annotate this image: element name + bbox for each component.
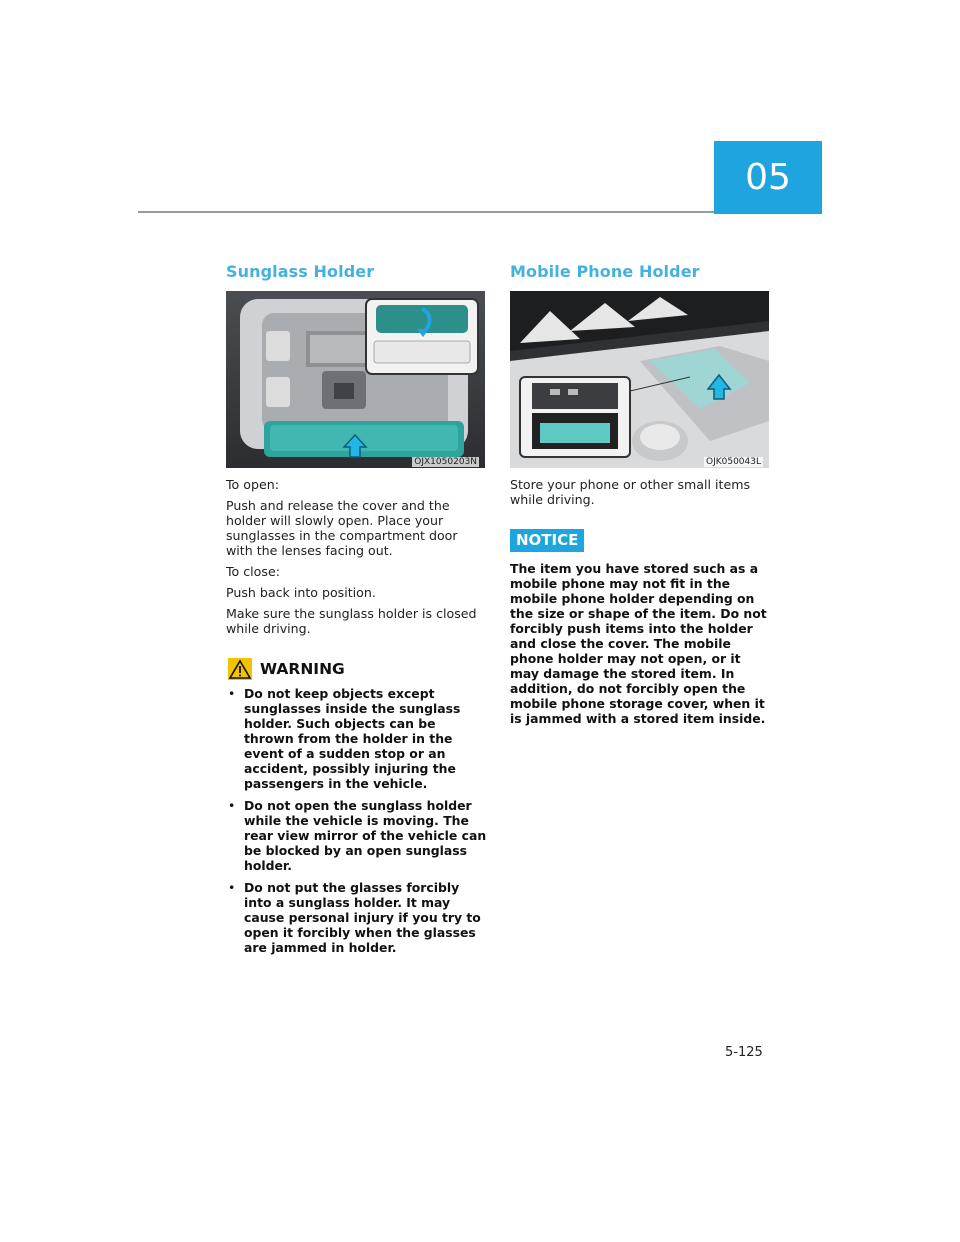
mobile-phone-holder-illustration (510, 291, 769, 468)
paragraph: Store your phone or other small items while driving. (510, 477, 751, 507)
sunglass-holder-drawing (226, 291, 485, 468)
page-number: 5-125 (725, 1045, 763, 1060)
sunglass-holder-section (226, 262, 488, 962)
figure-code: OJX1050203N (414, 457, 477, 467)
warning-item: • Do not keep objects except sunglasses inside the sunglass holder. Such objects can be thrown from the holder in the event of a sudden stop or an accident, possibly injuring the passengers in the vehicle. (226, 686, 488, 791)
sunglass-holder-illustration (226, 291, 485, 468)
mobile-phone-holder-drawing (510, 291, 769, 468)
section-title-mobile-phone-holder: Mobile Phone Holder (510, 262, 700, 281)
paragraph: To open: (226, 477, 279, 492)
figure-code: OJK050043L (705, 457, 761, 467)
section-title-sunglass-holder: Sunglass Holder (226, 262, 375, 281)
warning-item: • Do not put the glasses forcibly into a sunglass holder. It may cause personal injury if you try to open it forcibly when the glasses are jammed in holder. (226, 880, 488, 955)
chapter-tab: 05 (714, 141, 822, 214)
notice-badge: NOTICE (510, 529, 584, 552)
paragraph: To close: (226, 564, 280, 579)
warning-list (226, 686, 488, 955)
header-divider (138, 211, 714, 213)
paragraph: Push and release the cover and the holder will slowly open. Place your sunglasses in the compartment door with the lenses facing out. (226, 498, 458, 558)
notice-text: The item you have stored such as a mobile phone may not fit in the mobile phone holder depending on the size or shape of the item. Do not forcibly push items into the holder and close the cover. The mobile phone holder may not open, or it may damage the stored item. In addition, do not forcibly open the mobile phone storage cover, when it is jammed with a stored item inside. (510, 561, 767, 726)
paragraph: Make sure the sunglass holder is closed while driving. (226, 606, 477, 636)
paragraph: Push back into position. (226, 585, 376, 600)
mobile-phone-holder-section (510, 262, 772, 726)
warning-header (228, 658, 488, 680)
warning-icon (228, 658, 252, 680)
warning-label: WARNING (260, 660, 345, 678)
warning-item: • Do not open the sunglass holder while the vehicle is moving. The rear view mirror of the vehicle can be blocked by an open sunglass holder. (226, 798, 488, 873)
